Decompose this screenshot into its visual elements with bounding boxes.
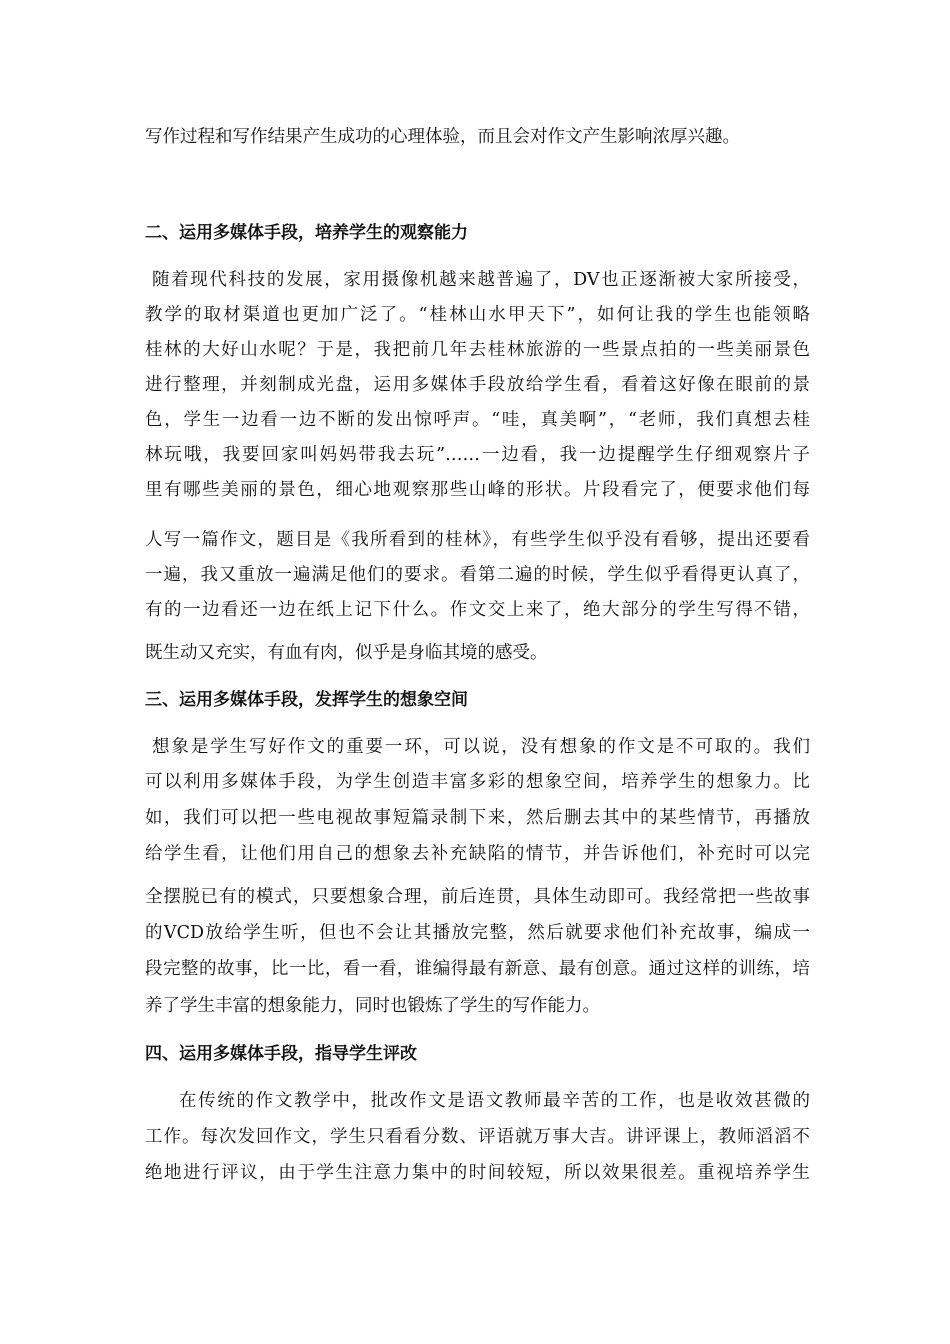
- paragraph-line: 绝地进行评议，由于学生注意力集中的时间较短，所以效果很差。重视培养学生: [145, 1163, 810, 1183]
- paragraph-line: 写作过程和写作结果产生成功的心理体验，而且会对作文产生影响浓厚兴趣。: [145, 127, 740, 147]
- paragraph-line: 可以利用多媒体手段，为学生创造丰富多彩的想象空间，培养学生的想象力。比: [145, 772, 810, 792]
- paragraph-line: 全摆脱已有的模式，只要想象合理，前后连贯，具体生动即可。我经常把一些故事: [145, 887, 810, 907]
- paragraph-line: 养了学生丰富的想象能力，同时也锻炼了学生的写作能力。: [145, 996, 600, 1016]
- paragraph-line: 段完整的故事，比一比，看一看，谁编得最有新意、最有创意。通过这样的训练，培: [145, 959, 810, 979]
- paragraph-line: 随着现代科技的发展，家用摄像机越来越普遍了，DV也正逐渐被大家所接受，: [152, 270, 810, 290]
- paragraph-line: 一遍，我又重放一遍满足他们的要求。看第二遍的时候，学生似乎看得更认真了，: [145, 565, 810, 585]
- paragraph-line: 想象是学生写好作文的重要一环，可以说，没有想象的作文是不可取的。我们: [152, 737, 810, 757]
- paragraph-line: 色，学生一边看一边不断的发出惊呼声。“哇，真美啊”，“老师，我们真想去桂: [145, 410, 810, 430]
- paragraph-line: 工作。每次发回作文，学生只看看分数、评语就万事大吉。讲评课上，教师滔滔不: [145, 1127, 810, 1147]
- paragraph-line: 桂林的大好山水呢？于是，我把前几年去桂林旅游的一些景点拍的一些美丽景色: [145, 340, 810, 360]
- paragraph-line: 如，我们可以把一些电视故事短篇录制下来，然后删去其中的某些情节，再播放: [145, 808, 810, 828]
- paragraph-line: 在传统的作文教学中，批改作文是语文教师最辛苦的工作，也是收效甚微的: [179, 1091, 810, 1111]
- paragraph-line: 教学的取材渠道也更加广泛了。“桂林山水甲天下”，如何让我的学生也能领略: [145, 305, 810, 325]
- paragraph-line: 的VCD放给学生听，但也不会让其播放完整，然后就要求他们补充故事，编成一: [145, 923, 810, 943]
- section-heading: 三、运用多媒体手段，发挥学生的想象空间: [145, 690, 468, 710]
- paragraph-line: 给学生看，让他们用自己的想象去补充缺陷的情节，并告诉他们，补充时可以完: [145, 844, 810, 864]
- paragraph-line: 有的一边看还一边在纸上记下什么。作文交上来了，绝大部分的学生写得不错，: [145, 600, 810, 620]
- paragraph-line: 里有哪些美丽的景色，细心地观察那些山峰的形状。片段看完了，便要求他们每: [145, 480, 810, 500]
- paragraph-line: 进行整理，并刻制成光盘，运用多媒体手段放给学生看，看着这好像在眼前的景: [145, 375, 810, 395]
- paragraph-line: 林玩哦，我要回家叫妈妈带我去玩”……一边看，我一边提醒学生仔细观察片子: [145, 445, 810, 465]
- paragraph-line: 人写一篇作文，题目是《我所看到的桂林》，有些学生似乎没有看够，提出还要看: [145, 530, 810, 550]
- section-heading: 四、运用多媒体手段，指导学生评改: [145, 1044, 417, 1064]
- section-heading: 二、运用多媒体手段，培养学生的观察能力: [145, 223, 468, 243]
- paragraph-line: 既生动又充实，有血有肉，似乎是身临其境的感受。: [145, 643, 548, 663]
